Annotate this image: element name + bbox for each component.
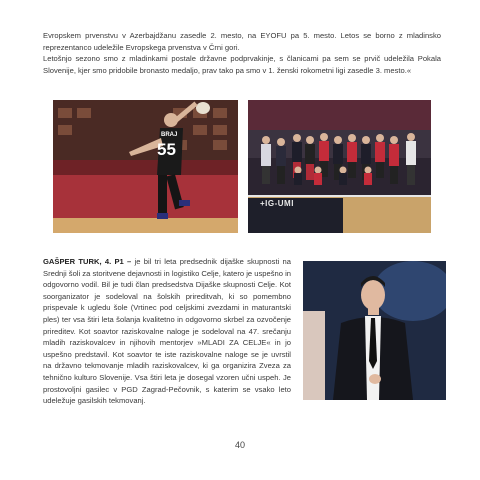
person-name: GAŠPER TURK, 4. P1 – bbox=[43, 257, 132, 266]
banner-text: +IG-UMI bbox=[260, 199, 294, 208]
jersey-name: BRAJ bbox=[161, 132, 178, 138]
photo-handball-player bbox=[53, 100, 238, 233]
paragraph-intro: Evropskem prvenstvu v Azerbajdžanu zasedle 2. mesto, na EYOFU pa 5. mesto. Letos se borno z mladinsko reprezentanco udeležile Evropskega prvenstva v Črni gori. bbox=[43, 31, 441, 52]
page-number: 40 bbox=[234, 440, 245, 450]
paragraph-season: Letošnjo sezono smo z mladinkami postale državne podprvakinje, s članicami pa sem se prvič udeležila Pokala Slovenije, kjer smo pridobile bronasto medaljo, prav tako pa smo v 1. ženski rokometni ligi zasedle 3. mesto.« bbox=[43, 54, 441, 75]
paragraph-gasper-turk bbox=[43, 256, 291, 407]
photo-portrait bbox=[303, 261, 446, 400]
paragraph-body: je bil tri leta predsednik dijaške skupnosti na Srednji šoli za storitvene dejavnosti in logistiko Celje, katero je uspešno in odgovorno vodil. Bil je tudi član predsedstva Dijaške skupnosti Celje. Kot soorganizator je sodeloval na šolskih prireditvah, ki so pomembno prispevale k ugledu šole (Vrtinec pod celjskimi zvezdami in maturantski ples) ter vsa štiri leta šolanja kvalitetno in odgovorno skrbel za ozvočenje prireditev. Kot soavtor raziskovalne naloge je sodeloval na 47. srečanju mladih raziskovalcev in njihovih mentorjev »MLADI ZA CELJE« in jo uspešno predstavil. Kot soavtor te iste raziskovalne naloge se je uvrstil na državno tekmovanje mladih raziskovalcev, ki ga organizira Zveza za tehnično kulturo Slovenije. Vsa štiri leta je dosegal vzoren učni uspeh. Je prostovoljni gasilec v PGD Zagrad-Pečovnik, s katerim se vsako leto udeležuje gasilskih tekmovanj. bbox=[43, 257, 291, 406]
photo-team-celebration bbox=[248, 100, 431, 233]
jersey-number: 55 bbox=[157, 140, 176, 159]
